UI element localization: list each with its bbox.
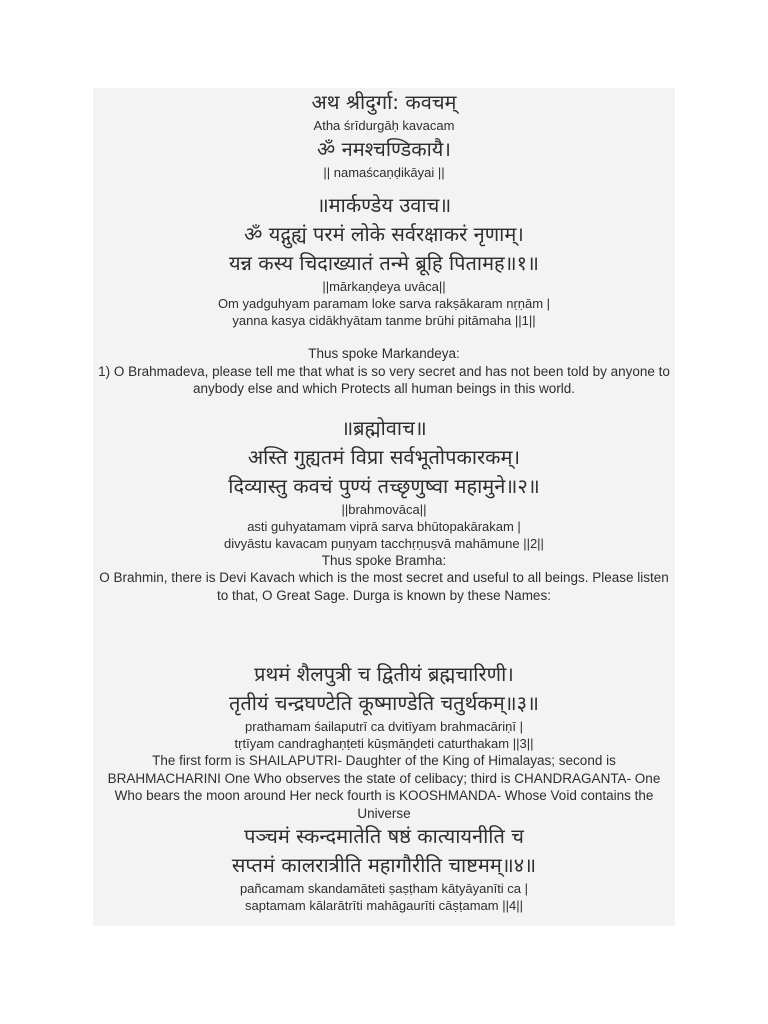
section3-translit-line2: tṛtīyam candraghaṇṭeti kūṣmāṇḍeti caturthakam ||3||: [234, 736, 534, 751]
section3-english-text: The first form is SHAILAPUTRI- Daughter of the King of Himalayas; second is BRAHMACHARINI One Who observes the state of celibacy; third is CHANDRAGANTA- One Who bears the moon around Her neck fourth is KOOSHMANDA- Whose Void contains the Universe: [107, 753, 661, 821]
section4-translit-line2: saptamam kālarātrīti mahāgaurīti cāṣṭamam ||4||: [245, 898, 523, 913]
title-devanagari: अथ श्रीदुर्गा: कवचम्: [311, 90, 457, 114]
section3-verse-line1: प्रथमं शैलपुत्री च द्वितीयं ब्रह्मचारिणी।: [254, 662, 514, 686]
section2-heading: ॥ब्रह्मोवाच॥: [341, 415, 427, 440]
invocation-devanagari: ॐ नमश्चण्डिकायै।: [317, 137, 451, 161]
section2-translit-heading: ||brahmovāca||: [341, 501, 427, 517]
spacer: [93, 398, 675, 414]
section3-verse-line2: तृतीयं चन्द्रघण्टेति कूष्माण्डेति चतुर्थकम्॥३॥: [228, 691, 540, 715]
section1-translit-line1: Om yadguhyam paramam loke sarva rakṣākaram nṛṇām |: [217, 296, 551, 311]
section2-verse-line1: अस्ति गुह्यतमं विप्रा सर्वभूतोपकारकम्।: [247, 444, 521, 469]
spacer: [93, 181, 675, 191]
invocation-transliteration: || namaścaṇḍikāyai ||: [323, 165, 445, 180]
section1-english-intro: Thus spoke Markandeya:: [308, 346, 460, 361]
document-page: [93, 88, 675, 926]
section2-translit-line2: divyāstu kavacam puṇyam tacchṛṇuṣvā mahāmune ||2||: [224, 535, 544, 551]
section1-english-text: 1) O Brahmadeva, please tell me that what is so very secret and has not been told by anyone to anybody else and which Protects all human beings in this world.: [98, 363, 670, 396]
section1-translit-heading: ||mārkaṇḍeya uvāca||: [322, 279, 446, 294]
section1-verse-line2: यन्न कस्य चिदाख्यातं तन्मे ब्रूहि पितामह॥१॥: [228, 251, 540, 275]
section4-verse-line2: सप्तमं कालरात्रीति महागौरीति चाष्टमम्॥४॥: [231, 853, 537, 877]
section4-translit-line1: pañcamam skandamāteti ṣaṣṭham kātyāyanīti ca |: [239, 881, 529, 896]
spacer: [93, 329, 675, 345]
section1-verse-line1: ॐ यद्गुह्यं परमं लोके सर्वरक्षाकरं नृणाम्।: [244, 222, 524, 246]
title-transliteration: Atha śrīdurgāḥ kavacam: [313, 118, 455, 133]
section1-heading: ॥मार्कण्डेय उवाच॥: [316, 193, 452, 217]
section1-translit-line2: yanna kasya cidākhyātam tanme brūhi pitāmaha ||1||: [232, 313, 536, 328]
section2-translit-line1: asti guhyatamam viprā sarva bhūtopakārakam |: [247, 518, 521, 534]
section2-english-text: O Brahmin, there is Devi Kavach which is the most secret and useful to all beings. Please listen to that, O Great Sage. Durga is known by these Names:: [99, 570, 669, 603]
section4-verse-line1: पञ्चमं स्कन्दमातेति षष्ठं कात्यायनीति च: [244, 824, 524, 848]
spacer: [93, 604, 675, 660]
section2-english-intro: Thus spoke Bramha:: [321, 552, 447, 568]
section2-verse-line2: दिव्यास्तु कवचं पुण्यं तच्छृणुष्वा महामुने॥२॥: [228, 473, 540, 498]
section3-translit-line1: prathamam śailaputrī ca dvitīyam brahmacāriṇī |: [245, 719, 523, 734]
